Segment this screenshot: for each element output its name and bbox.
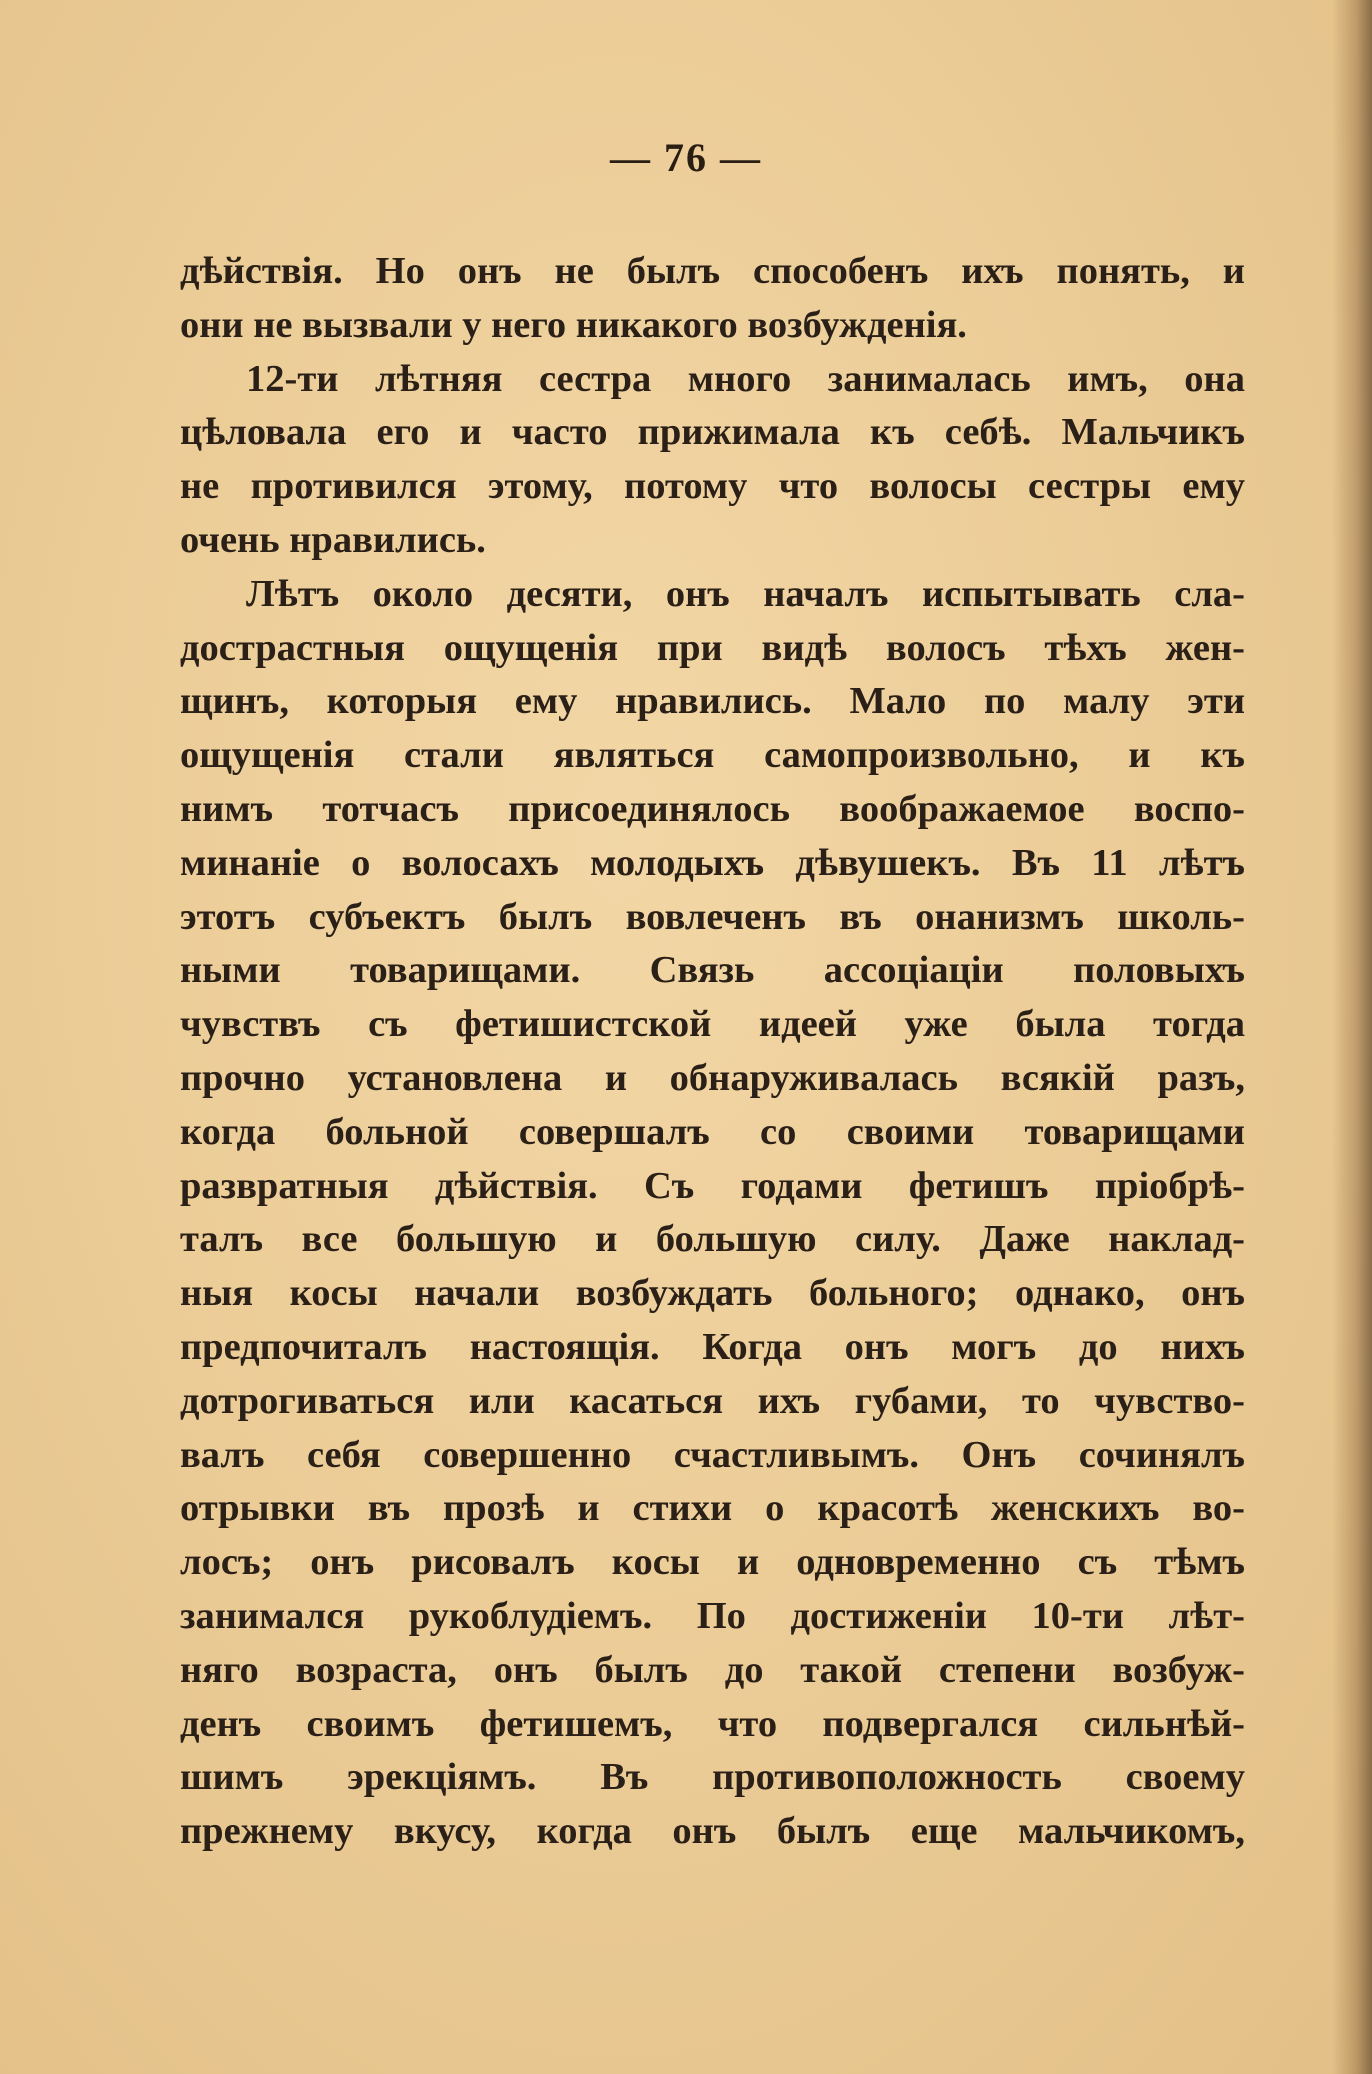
text-line: щинъ, которыя ему нравились. Мало по малу эти bbox=[180, 680, 1245, 723]
text-line: талъ все большую и большую силу. Даже наклад- bbox=[180, 1218, 1245, 1261]
text-line: лосъ; онъ рисовалъ косы и одновременно съ тѣмъ bbox=[180, 1541, 1245, 1584]
text-line: цѣловала его и часто прижимала къ себѣ. Мальчикъ bbox=[180, 411, 1245, 454]
text-line: прежнему вкусу, когда онъ былъ еще мальчикомъ, bbox=[180, 1810, 1245, 1853]
page-number: — 76 — bbox=[610, 135, 762, 180]
text-line: развратныя дѣйствія. Съ годами фетишъ пріобрѣ- bbox=[180, 1164, 1245, 1207]
text-line: 12-ти лѣтняя сестра много занималась имъ, она bbox=[246, 357, 1245, 400]
text-line: дотрогиваться или касаться ихъ губами, то чувство- bbox=[180, 1379, 1245, 1422]
text-line: не противился этому, потому что волосы сестры ему bbox=[180, 465, 1245, 508]
text-line: денъ своимъ фетишемъ, что подвергался сильнѣй- bbox=[180, 1702, 1245, 1745]
text-line: шимъ эрекціямъ. Въ противоположность своему bbox=[180, 1756, 1245, 1799]
text-line: Лѣтъ около десяти, онъ началъ испытывать сла- bbox=[246, 572, 1245, 615]
text-line: минаніе о волосахъ молодыхъ дѣвушекъ. Въ 11 лѣтъ bbox=[180, 841, 1245, 884]
text-line: нимъ тотчасъ присоединялось воображаемое воспо- bbox=[180, 787, 1245, 830]
text-line: дѣйствія. Но онъ не былъ способенъ ихъ понять, и bbox=[180, 250, 1245, 292]
text-line: прочно установлена и обнаруживалась всякій разъ, bbox=[180, 1056, 1245, 1099]
text-line: занимался рукоблудіемъ. По достиженіи 10-ти лѣт- bbox=[180, 1594, 1245, 1637]
text-line: няго возраста, онъ былъ до такой степени возбуж- bbox=[180, 1648, 1245, 1691]
text-line: чувствъ съ фетишистской идеей уже была тогда bbox=[180, 1003, 1245, 1046]
text-line: ощущенія стали являться самопроизвольно, и къ bbox=[180, 734, 1245, 777]
text-line: ныя косы начали возбуждать больного; однако, онъ bbox=[180, 1272, 1245, 1315]
body-text bbox=[180, 245, 1245, 1859]
text-line: этотъ субъектъ былъ вовлеченъ въ онанизмъ школь- bbox=[180, 895, 1245, 938]
text-line: валъ себя совершенно счастливымъ. Онъ сочинялъ bbox=[180, 1433, 1245, 1476]
text-line: предпочиталъ настоящія. Когда онъ могъ до нихъ bbox=[180, 1325, 1245, 1368]
text-line: дострастныя ощущенія при видѣ волосъ тѣхъ жен- bbox=[180, 626, 1245, 669]
text-line: они не вызвали у него никакого возбужденія. bbox=[180, 303, 967, 346]
text-line: отрывки въ прозѣ и стихи о красотѣ женскихъ во- bbox=[180, 1487, 1245, 1530]
text-line: очень нравились. bbox=[180, 518, 486, 561]
text-line: когда больной совершалъ со своими товарищами bbox=[180, 1110, 1245, 1153]
text-line: ными товарищами. Связь ассоціаціи половыхъ bbox=[180, 949, 1245, 992]
